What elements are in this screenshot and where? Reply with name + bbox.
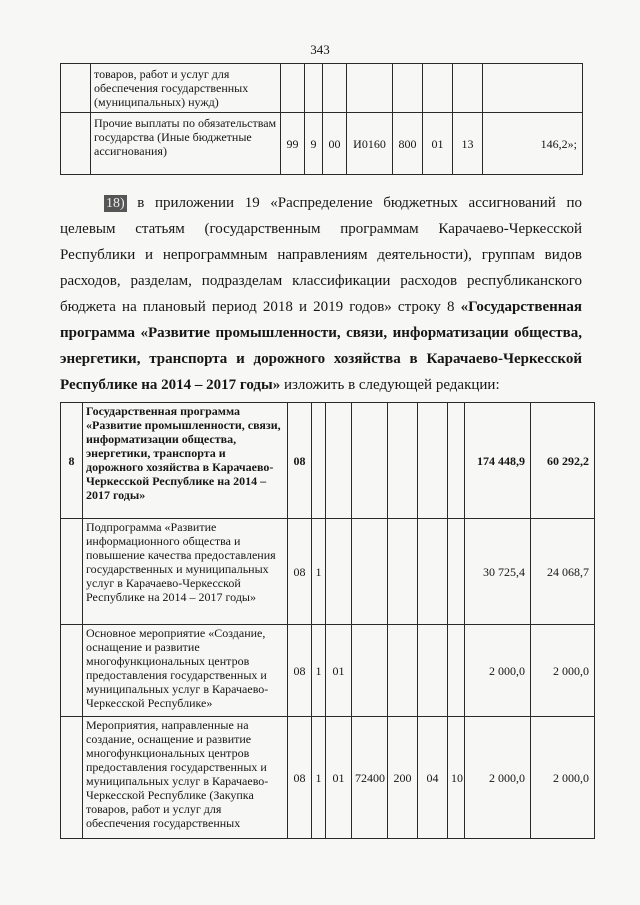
code-cell	[352, 519, 388, 625]
row-number-cell	[61, 625, 83, 717]
code-cell: 1	[312, 625, 326, 717]
row-name-cell: Мероприятия, направленные на создание, оснащение и развитие многофункциональных центров предоставления государственных и муниципальных услуг в Карачаево-Черкесской Республике (Закупка товаров, работ и услуг для обеспечения государственных	[83, 717, 288, 839]
paragraph-line: Республике на 2014 – 2017 годы» изложить в следующей редакции:	[60, 377, 500, 393]
row-name-cell: Государственная программа «Развитие промышленности, связи, информатизации общества, энергетики, транспорта и дорожного хозяйства в Карачаево-Черкесской Республике на 2014 – 2017 годы»	[83, 403, 288, 519]
code-cell: 08	[288, 625, 312, 717]
row-number-cell	[61, 113, 91, 175]
value-2018-cell: 174 448,9	[465, 403, 531, 519]
code-cell	[352, 403, 388, 519]
value-cell	[483, 64, 583, 113]
value-2019-cell: 24 068,7	[531, 519, 595, 625]
code-cell	[388, 625, 418, 717]
paragraph-line: Республики и непрограммным направлениям деятельности), группам видов	[60, 247, 582, 263]
code-cell	[312, 403, 326, 519]
value-cell: 146,2»;	[483, 113, 583, 175]
row-number-cell	[61, 519, 83, 625]
row-name-cell: Основное мероприятие «Создание, оснащение и развитие многофункциональных центров предоставления государственных и муниципальных услуг в Карачаево-Черкесской Республике»	[83, 625, 288, 717]
row-number-cell	[61, 717, 83, 839]
code-cell: 01	[326, 717, 352, 839]
code-cell	[281, 64, 305, 113]
row-name-cell: Подпрограмма «Развитие информационного общества и повышение качества предоставления государственных и муниципальных услуг в Карачаево-Черкесской Республике на 2014 – 2017 годы»	[83, 519, 288, 625]
budget-table	[60, 402, 595, 839]
value-2019-cell: 60 292,2	[531, 403, 595, 519]
code-cell	[418, 625, 448, 717]
code-cell	[388, 403, 418, 519]
value-2019-cell: 2 000,0	[531, 625, 595, 717]
code-cell: 9	[305, 113, 323, 175]
code-cell: 1	[312, 717, 326, 839]
row-name-cell: Прочие выплаты по обязательствам государства (Иные бюджетные ассигнования)	[91, 113, 281, 175]
table-row	[61, 403, 595, 519]
code-cell: 01	[326, 625, 352, 717]
code-cell	[347, 64, 393, 113]
table-row	[61, 519, 595, 625]
code-cell: 13	[453, 113, 483, 175]
value-2018-cell: 2 000,0	[465, 625, 531, 717]
value-2018-cell: 30 725,4	[465, 519, 531, 625]
code-cell: 99	[281, 113, 305, 175]
code-cell	[448, 625, 465, 717]
value-2018-cell: 2 000,0	[465, 717, 531, 839]
code-cell: 04	[418, 717, 448, 839]
code-cell	[418, 403, 448, 519]
code-cell: 800	[393, 113, 423, 175]
paragraph-line: программа «Развитие промышленности, связи, информатизации общества,	[60, 325, 582, 341]
code-cell: 1	[312, 519, 326, 625]
paragraph-line: 18) в приложении 19 «Распределение бюджетных ассигнований по	[106, 195, 582, 211]
table-row	[61, 113, 583, 175]
code-cell: 01	[423, 113, 453, 175]
paragraph-line: энергетики, транспорта и дорожного хозяйства в Карачаево-Черкесской	[60, 351, 582, 367]
code-cell: 10	[448, 717, 465, 839]
table-row	[61, 717, 595, 839]
code-cell	[448, 519, 465, 625]
continued-budget-table	[60, 63, 583, 175]
code-cell	[388, 519, 418, 625]
paragraph-line: расходов, разделам, подразделам классификации расходов республиканского	[60, 273, 582, 289]
code-cell	[352, 625, 388, 717]
code-cell	[326, 403, 352, 519]
code-cell: 08	[288, 519, 312, 625]
code-cell: 00	[323, 113, 347, 175]
paragraph-line: целевым статьям (государственным программам Карачаево-Черкесской	[60, 221, 582, 237]
item-marker: 18)	[106, 196, 125, 211]
table-row	[61, 64, 583, 113]
code-cell	[448, 403, 465, 519]
paragraph-line: бюджета на плановый период 2018 и 2019 годов» строку 8 «Государственная	[60, 299, 582, 315]
code-cell: И0160	[347, 113, 393, 175]
page-number: 343	[310, 42, 330, 57]
code-cell	[393, 64, 423, 113]
code-cell	[305, 64, 323, 113]
code-cell	[453, 64, 483, 113]
code-cell: 72400	[352, 717, 388, 839]
code-cell: 08	[288, 717, 312, 839]
row-name-cell: товаров, работ и услуг для обеспечения государственных (муниципальных) нужд)	[91, 64, 281, 113]
row-number-cell: 8	[61, 403, 83, 519]
code-cell	[326, 519, 352, 625]
code-cell	[418, 519, 448, 625]
code-cell: 200	[388, 717, 418, 839]
amendment-paragraph	[60, 190, 582, 398]
row-number-cell	[61, 64, 91, 113]
code-cell	[423, 64, 453, 113]
table-row	[61, 625, 595, 717]
code-cell: 08	[288, 403, 312, 519]
code-cell	[323, 64, 347, 113]
value-2019-cell: 2 000,0	[531, 717, 595, 839]
